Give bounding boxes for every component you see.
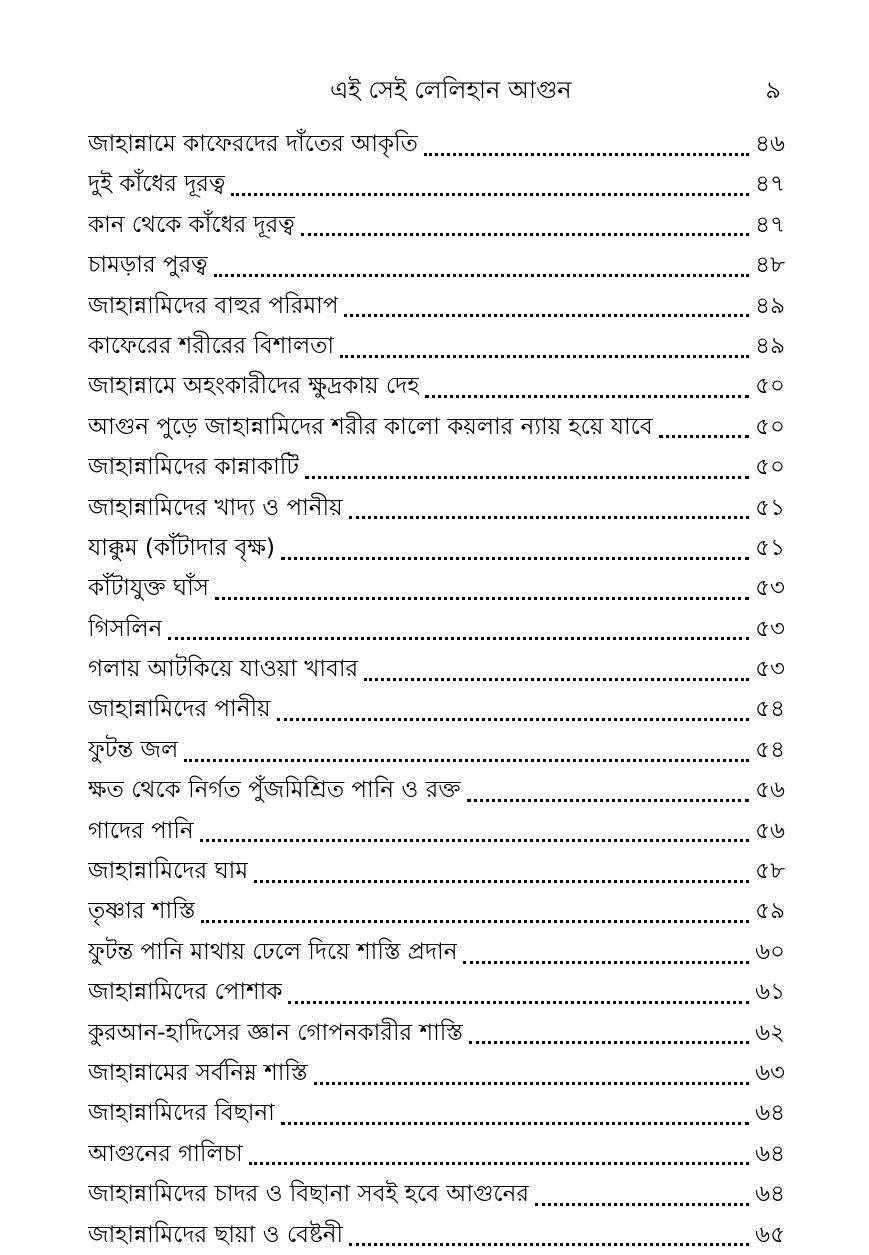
page-number: ৯ bbox=[765, 76, 781, 104]
dot-leader bbox=[168, 635, 749, 640]
toc-entry-title: ক্ষত থেকে নির্গত পুঁজমিশ্রিত পানি ও রক্ত bbox=[88, 777, 461, 804]
toc-entry bbox=[88, 730, 785, 770]
dot-leader bbox=[215, 595, 749, 600]
toc-entry bbox=[88, 407, 785, 447]
toc-entry-title: চামড়ার পুরত্ব bbox=[88, 252, 208, 279]
dot-leader bbox=[425, 393, 749, 398]
toc-entry-page: ৬০ bbox=[755, 938, 785, 965]
toc-entry-page: ৪৮ bbox=[755, 252, 785, 279]
toc-entry-page: ৬৪ bbox=[755, 1181, 785, 1208]
toc-entry bbox=[88, 326, 785, 366]
toc-entry-title: জাহান্নামিদের পোশাক bbox=[88, 979, 283, 1006]
dot-leader bbox=[200, 837, 749, 842]
toc-entry bbox=[88, 689, 785, 729]
toc-entry bbox=[88, 1093, 785, 1133]
toc-entry-title: কাঁটাযুক্ত ঘাঁস bbox=[88, 575, 209, 602]
toc-entry-page: ৫৩ bbox=[755, 615, 785, 642]
dot-leader bbox=[469, 1039, 749, 1044]
toc-entry bbox=[88, 609, 785, 649]
toc-entry bbox=[88, 932, 785, 972]
toc-entry-page: ৬৩ bbox=[755, 1059, 785, 1086]
toc-entry-title: ফুটন্ত জল bbox=[88, 736, 179, 763]
dot-leader bbox=[659, 433, 749, 438]
toc-entry bbox=[88, 568, 785, 608]
toc-entry-title: কান থেকে কাঁধের দূরত্ব bbox=[88, 211, 295, 238]
toc-entry bbox=[88, 124, 785, 164]
table-of-contents bbox=[88, 124, 785, 1255]
toc-entry bbox=[88, 1174, 785, 1214]
toc-entry-title: গিসলিন bbox=[88, 615, 163, 642]
toc-entry-page: ৬৫ bbox=[755, 1221, 785, 1248]
dot-leader bbox=[184, 757, 749, 762]
toc-entry-title: কুরআন-হাদিসের জ্ঞান গোপনকারীর শাস্তি bbox=[88, 1019, 463, 1046]
book-title: এই সেই লেলিহান আগুন bbox=[330, 76, 572, 104]
toc-entry bbox=[88, 770, 785, 810]
dot-leader bbox=[349, 514, 749, 519]
toc-entry-title: জাহান্নামিদের বাহুর পরিমাপ bbox=[88, 292, 339, 319]
toc-entry-page: ৫৯ bbox=[755, 898, 785, 925]
dot-leader bbox=[281, 555, 749, 560]
toc-entry-title: জাহান্নামে অহংকারীদের ক্ষুদ্রকায় দেহ bbox=[88, 373, 420, 400]
toc-entry-title: জাহান্নামের সর্বনিম্ন শাস্তি bbox=[88, 1059, 308, 1086]
toc-entry-page: ৫১ bbox=[755, 534, 785, 561]
dot-leader bbox=[301, 231, 749, 236]
dot-leader bbox=[288, 999, 749, 1004]
toc-entry bbox=[88, 164, 785, 204]
dot-leader bbox=[364, 676, 749, 681]
toc-entry-page: ৪৬ bbox=[755, 131, 785, 157]
toc-entry-page: ৫৬ bbox=[755, 817, 785, 844]
dot-leader bbox=[340, 353, 749, 358]
toc-entry-page: ৫৪ bbox=[755, 736, 785, 763]
dot-leader bbox=[314, 1080, 750, 1085]
toc-entry bbox=[88, 891, 785, 931]
toc-entry-title: যাক্কুম (কাঁটাদার বৃক্ষ) bbox=[88, 534, 275, 561]
toc-entry-title: জাহান্নামিদের চাদর ও বিছানা সবই হবে আগুনের bbox=[88, 1181, 530, 1208]
toc-entry bbox=[88, 447, 785, 487]
dot-leader bbox=[281, 1120, 749, 1125]
toc-entry-title: কাফেরের শরীরের বিশালতা bbox=[88, 332, 335, 359]
toc-entry-title: জাহান্নামিদের ছায়া ও বেষ্টনী bbox=[88, 1221, 344, 1248]
toc-entry-page: ৪৭ bbox=[755, 211, 785, 238]
toc-entry-title: জাহান্নামিদের বিছানা bbox=[88, 1100, 275, 1127]
dot-leader bbox=[344, 312, 749, 317]
toc-entry-page: ৫০ bbox=[755, 373, 785, 400]
toc-entry bbox=[88, 528, 785, 568]
toc-entry bbox=[88, 1215, 785, 1255]
dot-leader bbox=[424, 151, 749, 156]
toc-entry bbox=[88, 1134, 785, 1174]
dot-leader bbox=[467, 797, 749, 802]
toc-entry-title: তৃষ্ণার শাস্তি bbox=[88, 898, 196, 925]
toc-entry-title: গলায় আটকিয়ে যাওয়া খাবার bbox=[88, 656, 359, 683]
toc-entry-page: ৫৩ bbox=[755, 656, 785, 683]
toc-entry-title: জাহান্নামিদের কান্নাকাটি bbox=[88, 454, 299, 481]
toc-entry-page: ৪৯ bbox=[755, 332, 785, 359]
toc-entry-page: ৬৪ bbox=[755, 1100, 785, 1127]
dot-leader bbox=[277, 716, 749, 721]
toc-entry bbox=[88, 811, 785, 851]
toc-entry-page: ৪৯ bbox=[755, 292, 785, 319]
toc-entry bbox=[88, 649, 785, 689]
toc-entry-page: ৫১ bbox=[755, 494, 785, 521]
dot-leader bbox=[254, 878, 749, 883]
dot-leader bbox=[463, 959, 749, 964]
toc-entry-page: ৬২ bbox=[755, 1019, 785, 1046]
toc-entry bbox=[88, 1053, 785, 1093]
toc-entry-title: গাদের পানি bbox=[88, 817, 194, 844]
toc-entry-page: ৪৭ bbox=[755, 171, 785, 198]
dot-leader bbox=[231, 191, 749, 196]
toc-entry bbox=[88, 972, 785, 1012]
toc-entry-title: দুই কাঁধের দূরত্ব bbox=[88, 171, 226, 198]
toc-entry-page: ৫৮ bbox=[755, 858, 785, 885]
dot-leader bbox=[249, 1160, 749, 1165]
toc-entry-page: ৫০ bbox=[755, 413, 785, 440]
toc-entry bbox=[88, 366, 785, 406]
dot-leader bbox=[535, 1201, 749, 1206]
toc-entry bbox=[88, 245, 785, 285]
toc-entry-page: ৬১ bbox=[755, 979, 785, 1006]
dot-leader bbox=[201, 918, 749, 923]
dot-leader bbox=[349, 1241, 749, 1246]
running-header bbox=[0, 68, 869, 112]
toc-entry-title: জাহান্নামিদের খাদ্য ও পানীয় bbox=[88, 494, 343, 521]
dot-leader bbox=[305, 474, 749, 479]
toc-entry-title: জাহান্নামিদের ঘাম bbox=[88, 858, 249, 885]
toc-entry-title: ফুটন্ত পানি মাথায় ঢেলে দিয়ে শাস্তি প্রদান bbox=[88, 938, 458, 965]
toc-entry bbox=[88, 286, 785, 326]
toc-entry bbox=[88, 1013, 785, 1053]
toc-entry-title: আগুন পুড়ে জাহান্নামিদের শরীর কালো কয়লার ন্যায় হয়ে যাবে bbox=[88, 413, 653, 440]
toc-entry bbox=[88, 488, 785, 528]
toc-entry-page: ৫৩ bbox=[755, 575, 785, 602]
toc-entry-title: আগুনের গালিচা bbox=[88, 1140, 243, 1167]
toc-entry-page: ৫৬ bbox=[755, 777, 785, 804]
dot-leader bbox=[214, 272, 749, 277]
toc-entry-title: জাহান্নামিদের পানীয় bbox=[88, 696, 271, 723]
toc-entry-page: ৫০ bbox=[755, 454, 785, 481]
toc-entry-page: ৬৪ bbox=[755, 1140, 785, 1167]
toc-entry bbox=[88, 205, 785, 245]
toc-entry-title: জাহান্নামে কাফেরদের দাঁতের আকৃতি bbox=[88, 131, 418, 157]
toc-entry-page: ৫৪ bbox=[755, 696, 785, 723]
toc-entry bbox=[88, 851, 785, 891]
